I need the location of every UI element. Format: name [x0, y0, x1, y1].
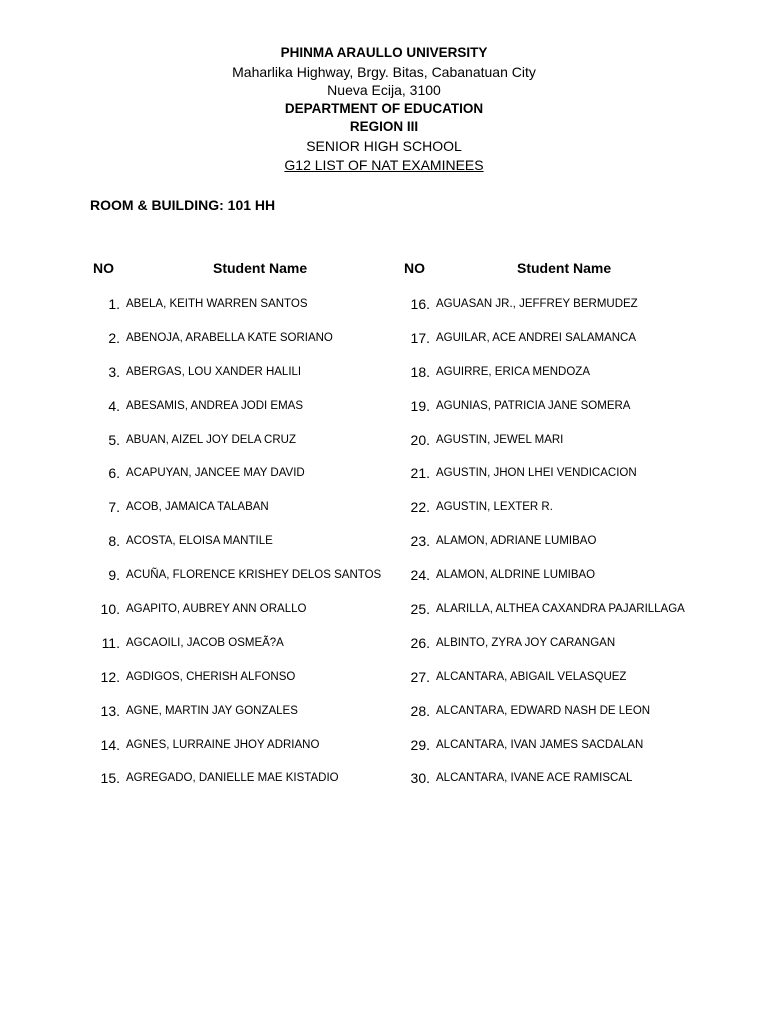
- university-name: PHINMA ARAULLO UNIVERSITY: [280, 45, 488, 60]
- student-row: [86, 558, 381, 592]
- student-name: ALAMON, ALDRINE LUMIBAO: [436, 569, 596, 582]
- student-number: 7.: [108, 499, 120, 516]
- student-name: AGREGADO, DANIELLE MAE KISTADIO: [126, 772, 339, 785]
- student-row: [86, 694, 381, 728]
- student-name: ABELA, KEITH WARREN SANTOS: [126, 297, 308, 310]
- student-number: 2.: [108, 329, 120, 346]
- student-number: 22.: [410, 499, 430, 516]
- student-number: 6.: [108, 465, 120, 482]
- student-row: [86, 660, 381, 694]
- school-name: SENIOR HIGH SCHOOL: [306, 137, 462, 154]
- student-number: 14.: [100, 736, 120, 753]
- address-line-1: Maharlika Highway, Brgy. Bitas, Cabanatuan City: [232, 63, 536, 80]
- student-row: [396, 626, 685, 660]
- student-name: AGUILAR, ACE ANDREI SALAMANCA: [436, 331, 637, 344]
- student-name: ABUAN, AIZEL JOY DELA CRUZ: [126, 433, 296, 446]
- student-name: AGUSTIN, JHON LHEI VENDICACION: [436, 467, 637, 480]
- student-number: 24.: [410, 567, 430, 584]
- student-row: [86, 490, 381, 524]
- student-row: [86, 355, 381, 389]
- student-name-column-header-right: Student Name: [517, 260, 612, 276]
- student-row: [86, 728, 381, 762]
- student-row: [396, 660, 685, 694]
- student-name: AGUNIAS, PATRICIA JANE SOMERA: [436, 399, 631, 412]
- student-row: [396, 355, 685, 389]
- student-number: 11.: [101, 634, 120, 651]
- student-name: ALCANTARA, ABIGAIL VELASQUEZ: [436, 670, 627, 683]
- student-name: AGNE, MARTIN JAY GONZALES: [126, 704, 298, 717]
- student-row: [86, 389, 381, 423]
- student-name: ALARILLA, ALTHEA CAXANDRA PAJARILLAGA: [436, 602, 685, 615]
- student-name: AGNES, LURRAINE JHOY ADRIANO: [126, 738, 320, 751]
- student-row: [396, 694, 685, 728]
- student-row: [396, 592, 685, 626]
- student-name: ALCANTARA, IVAN JAMES SACDALAN: [436, 738, 644, 751]
- student-name: AGCAOILI, JACOB OSMEÃ?A: [126, 636, 284, 649]
- student-row: [86, 626, 381, 660]
- student-name: AGUIRRE, ERICA MENDOZA: [436, 365, 590, 378]
- student-number: 28.: [410, 702, 430, 719]
- student-number: 5.: [108, 431, 120, 448]
- student-row: [396, 456, 685, 490]
- student-number: 30.: [410, 770, 430, 787]
- student-name: AGUASAN JR., JEFFREY BERMUDEZ: [436, 297, 638, 310]
- student-row: [396, 287, 685, 321]
- student-row: [396, 558, 685, 592]
- student-row: [396, 524, 685, 558]
- student-row: [396, 728, 685, 762]
- student-list-left: [86, 287, 381, 795]
- student-name: ACOB, JAMAICA TALABAN: [126, 501, 269, 514]
- student-number: 8.: [108, 533, 120, 550]
- student-name: AGDIGOS, CHERISH ALFONSO: [126, 670, 296, 683]
- student-name: ACAPUYAN, JANCEE MAY DAVID: [126, 467, 305, 480]
- student-row: [396, 490, 685, 524]
- student-number: 18.: [410, 363, 430, 380]
- room-building-label: ROOM & BUILDING: 101 HH: [90, 197, 276, 213]
- student-name: ALBINTO, ZYRA JOY CARANGAN: [436, 636, 616, 649]
- student-row: [86, 423, 381, 457]
- student-name: ACOSTA, ELOISA MANTILE: [126, 535, 273, 548]
- student-name: ABERGAS, LOU XANDER HALILI: [126, 365, 302, 378]
- student-number: 4.: [108, 397, 120, 414]
- student-name: AGUSTIN, JEWEL MARI: [436, 433, 564, 446]
- student-number: 10.: [100, 600, 120, 617]
- student-number: 23.: [410, 533, 430, 550]
- student-row: [396, 321, 685, 355]
- student-row: [86, 321, 381, 355]
- student-number: 1.: [108, 295, 120, 312]
- student-name-column-header-left: Student Name: [213, 260, 308, 276]
- student-row: [86, 524, 381, 558]
- student-row: [86, 761, 381, 795]
- region-name: REGION III: [349, 119, 419, 135]
- student-number: 25.: [410, 600, 430, 617]
- student-name: ACUÑA, FLORENCE KRISHEY DELOS SANTOS: [126, 569, 382, 582]
- student-name: AGAPITO, AUBREY ANN ORALLO: [126, 602, 307, 615]
- student-row: [396, 423, 685, 457]
- student-number: 9.: [108, 567, 120, 584]
- student-row: [86, 592, 381, 626]
- student-row: [86, 287, 381, 321]
- student-number: 27.: [410, 668, 430, 685]
- address-line-2: Nueva Ecija, 3100: [327, 82, 441, 99]
- no-column-header-right: NO: [404, 260, 425, 276]
- list-title: G12 LIST OF NAT EXAMINEES: [284, 156, 484, 173]
- student-row: [396, 389, 685, 423]
- student-name: AGUSTIN, LEXTER R.: [436, 501, 553, 514]
- department-name: DEPARTMENT OF EDUCATION: [284, 100, 484, 116]
- student-number: 16.: [410, 295, 430, 312]
- student-number: 3.: [108, 363, 120, 380]
- student-number: 12.: [100, 668, 120, 685]
- student-name: ALCANTARA, IVANE ACE RAMISCAL: [436, 772, 633, 785]
- student-number: 29.: [410, 736, 430, 753]
- student-name: ABENOJA, ARABELLA KATE SORIANO: [126, 331, 333, 344]
- student-number: 15.: [100, 770, 120, 787]
- student-row: [86, 456, 381, 490]
- student-row: [396, 761, 685, 795]
- student-number: 19.: [410, 397, 430, 414]
- student-name: ALAMON, ADRIANE LUMIBAO: [436, 535, 597, 548]
- document-header: [0, 44, 768, 174]
- student-name: ALCANTARA, EDWARD NASH DE LEON: [436, 704, 651, 717]
- student-number: 13.: [100, 702, 120, 719]
- student-number: 26.: [410, 634, 430, 651]
- student-name: ABESAMIS, ANDREA JODI EMAS: [126, 399, 304, 412]
- student-number: 21.: [410, 465, 430, 482]
- student-list-right: [396, 287, 685, 795]
- student-number: 17.: [410, 329, 430, 346]
- student-number: 20.: [410, 431, 430, 448]
- no-column-header-left: NO: [93, 260, 114, 276]
